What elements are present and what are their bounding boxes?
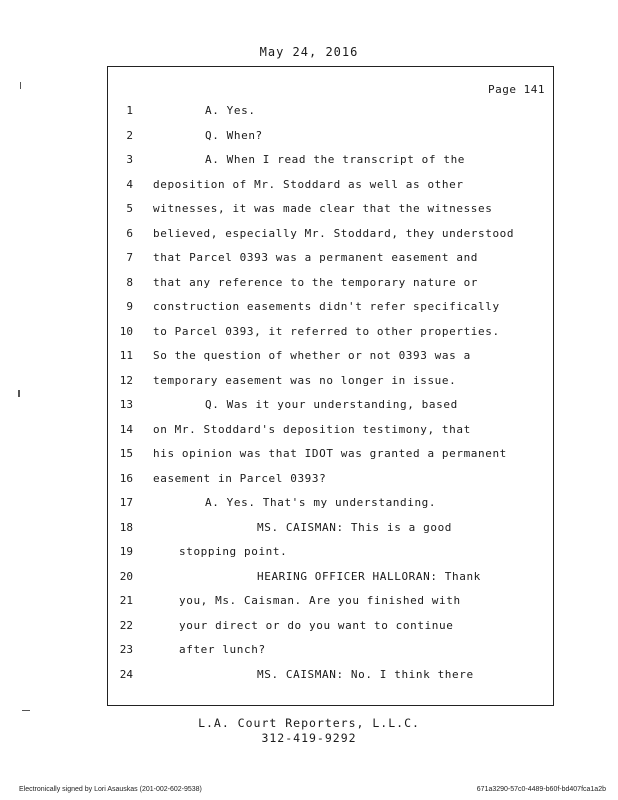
line-text: that Parcel 0393 was a permanent easement and xyxy=(153,251,479,264)
line-number: 1 xyxy=(126,104,133,117)
transcript-line xyxy=(0,202,618,222)
line-number: 21 xyxy=(119,594,133,607)
line-number: 10 xyxy=(119,324,133,338)
line-number: 4 xyxy=(126,177,133,191)
page-date: May 24, 2016 xyxy=(259,45,359,59)
transcript-line xyxy=(0,668,618,688)
line-text: MS. CAISMAN: This is a good xyxy=(257,520,453,534)
transcript-line xyxy=(0,276,618,296)
transcript-line xyxy=(0,374,618,394)
line-text: construction easements didn't refer specifically xyxy=(153,300,500,313)
scan-mark xyxy=(18,390,20,397)
line-text: believed, especially Mr. Stoddard, they understood xyxy=(153,226,515,240)
line-text: that any reference to the temporary nature or xyxy=(153,275,479,289)
line-text: your direct or do you want to continue xyxy=(179,618,454,632)
scan-mark xyxy=(22,710,30,711)
line-number: 5 xyxy=(126,202,133,215)
line-text: So the question of whether or not 0393 was a xyxy=(153,349,471,362)
line-text: his opinion was that IDOT was granted a permanent xyxy=(153,447,507,460)
line-text: A. Yes. That's my understanding. xyxy=(205,496,437,509)
page-number: Page 141 xyxy=(488,83,545,96)
court-reporter-phone: 312-419-9292 xyxy=(261,731,357,745)
transcript-line xyxy=(0,325,618,345)
line-number: 16 xyxy=(119,471,133,485)
transcript-line xyxy=(0,129,618,149)
line-number: 17 xyxy=(119,496,133,509)
line-number: 22 xyxy=(119,618,133,632)
line-number: 13 xyxy=(119,398,133,411)
transcript-line xyxy=(0,570,618,590)
document-id: 671a3290-57c0-4489-b60f-bd407fca1a2b xyxy=(476,786,606,793)
transcript-line xyxy=(0,643,618,663)
line-number: 20 xyxy=(119,569,133,583)
line-text: witnesses, it was made clear that the witnesses xyxy=(153,202,493,215)
line-number: 7 xyxy=(126,251,133,264)
line-number: 12 xyxy=(119,373,133,387)
transcript-line xyxy=(0,521,618,541)
line-text: Q. Was it your understanding, based xyxy=(205,398,458,411)
line-text: temporary easement was no longer in issue. xyxy=(153,373,457,387)
transcript-line xyxy=(0,619,618,639)
court-reporter-name: L.A. Court Reporters, L.L.C. xyxy=(198,716,420,730)
transcript-line xyxy=(0,349,618,369)
transcript-line xyxy=(0,472,618,492)
line-text: A. When I read the transcript of the xyxy=(205,153,466,166)
line-text: to Parcel 0393, it referred to other properties. xyxy=(153,324,500,338)
line-number: 15 xyxy=(119,447,133,460)
line-number: 14 xyxy=(119,422,133,436)
transcript-line xyxy=(0,300,618,320)
transcript-line xyxy=(0,251,618,271)
line-number: 9 xyxy=(126,300,133,313)
electronic-signature: Electronically signed by Lori Asauskas (201-002-602-9538) xyxy=(19,786,202,793)
transcript-line xyxy=(0,496,618,516)
line-number: 19 xyxy=(119,545,133,558)
line-text: Q. When? xyxy=(205,128,263,142)
transcript-line xyxy=(0,178,618,198)
line-text: stopping point. xyxy=(179,545,288,558)
scan-mark xyxy=(20,82,21,89)
line-number: 18 xyxy=(119,520,133,534)
line-text: HEARING OFFICER HALLORAN: Thank xyxy=(257,569,481,583)
line-text: MS. CAISMAN: No. I think there xyxy=(257,667,474,681)
transcript-line xyxy=(0,447,618,467)
transcript-line xyxy=(0,545,618,565)
transcript-line xyxy=(0,104,618,124)
line-number: 23 xyxy=(119,643,133,656)
line-number: 11 xyxy=(119,349,133,362)
transcript-line xyxy=(0,227,618,247)
line-text: easement in Parcel 0393? xyxy=(153,471,327,485)
transcript-line xyxy=(0,398,618,418)
line-text: you, Ms. Caisman. Are you finished with xyxy=(179,594,461,607)
line-text: A. Yes. xyxy=(205,104,256,117)
line-number: 6 xyxy=(126,226,133,240)
line-number: 24 xyxy=(119,667,133,681)
line-number: 3 xyxy=(126,153,133,166)
transcript-line xyxy=(0,594,618,614)
line-text: after lunch? xyxy=(179,643,266,656)
line-number: 2 xyxy=(126,128,133,142)
line-number: 8 xyxy=(126,275,133,289)
line-text: deposition of Mr. Stoddard as well as other xyxy=(153,177,464,191)
line-text: on Mr. Stoddard's deposition testimony, that xyxy=(153,422,471,436)
transcript-line xyxy=(0,423,618,443)
transcript-line xyxy=(0,153,618,173)
